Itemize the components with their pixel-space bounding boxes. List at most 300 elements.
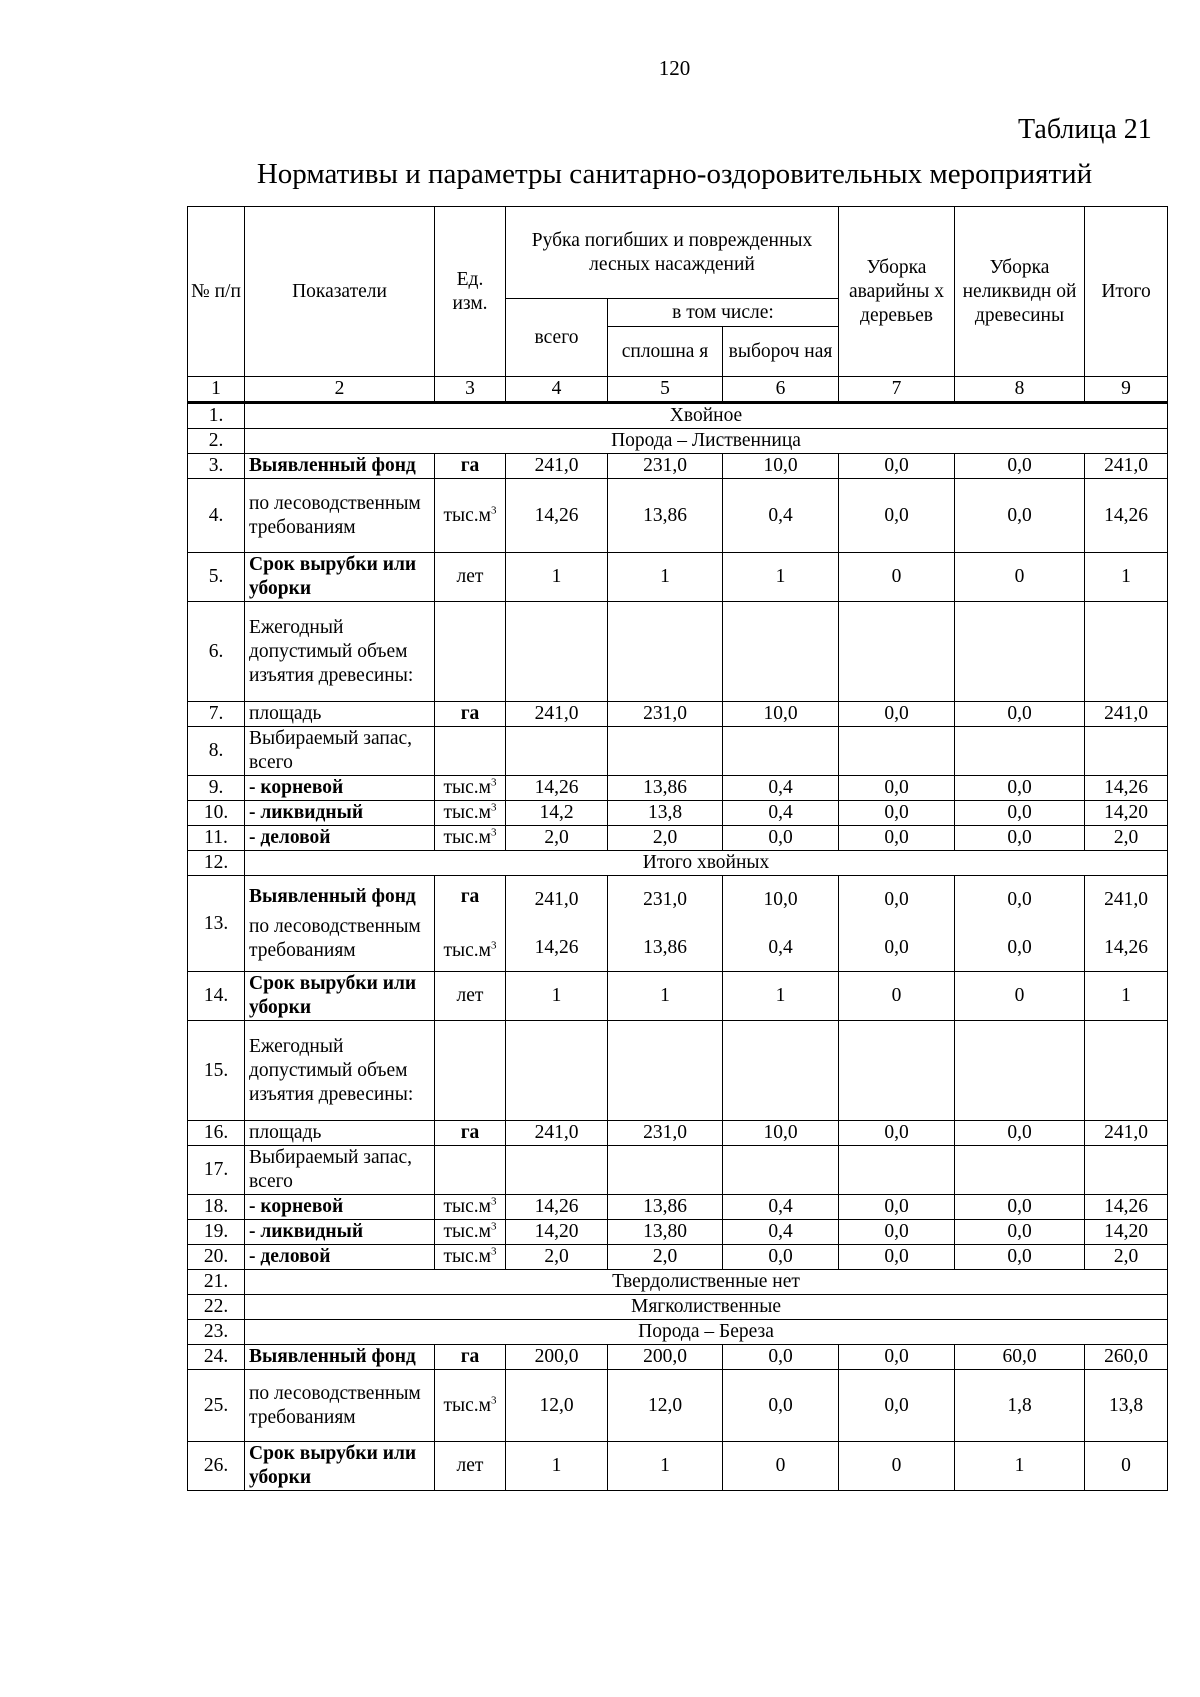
indicator-text: - ликвидный [249,1221,364,1242]
unit-cell [435,1021,506,1121]
value-cell [608,727,723,776]
column-index-cell: 1 [188,377,245,403]
document-title: Нормативы и параметры санитарно-оздоровительных мероприятий [256,158,1093,190]
table-row [188,1220,1168,1245]
value-text: 14,26 [1104,1196,1148,1217]
value-text: 1 [660,1455,670,1476]
value-cell [955,972,1085,1021]
unit-cell [435,776,506,801]
unit-text [438,826,502,850]
indicator-label [245,1021,435,1121]
value-text: 2,0 [544,1246,569,1267]
value-cell [955,1345,1085,1370]
indicator-label [245,972,435,1021]
value-cell [839,1121,955,1146]
unit-value: лет [456,566,484,587]
value-cell [1085,1442,1168,1491]
unit-text [438,1245,502,1269]
unit-text [438,776,502,800]
value-text: 1 [551,1455,562,1476]
value-text: 0,0 [884,1221,909,1242]
unit-cell [435,972,506,1021]
indicator-label [245,553,435,602]
unit-value: га [460,1346,480,1367]
value-text: 2,0 [652,1246,678,1267]
indicator-label [245,1195,435,1220]
value-text: 14,26 [534,504,579,526]
value-cell [839,553,955,602]
unit-cell [435,876,506,972]
value-cell [723,1021,839,1121]
table-row [188,727,1168,776]
value-text: 13,80 [643,1221,687,1242]
value-text: 0,0 [884,703,909,724]
header-felling: Рубка погибших и поврежденных лесных насаждений [506,207,839,299]
value-text: 241,0 [534,455,579,476]
value-cell [608,826,723,851]
unit-value: га [460,1122,480,1143]
table-row [188,602,1168,702]
indicator-text: Выявленный фонд [249,455,416,476]
indicator-label [245,702,435,727]
value-text: 2,0 [544,827,569,848]
table-row [188,1345,1168,1370]
column-index-cell: 4 [506,377,608,403]
unit-exponent: 3 [491,504,497,516]
value-cell [839,1195,955,1220]
value-text: 1 [1121,566,1131,587]
unit-value: тыс.м [443,802,491,823]
value-text: 1 [551,985,562,1006]
table-row [188,1021,1168,1121]
row-number: 12. [188,851,245,876]
value-cell [506,1146,608,1195]
value-text: 14,2 [539,802,574,823]
row-number: 8. [188,727,245,776]
value-cell [955,1442,1085,1491]
indicator-text: по лесоводственным требованиям [249,1382,421,1428]
section-heading: Хвойное [245,403,1168,429]
indicator-text: Ежегодный допустимый объем изъятия древесины: [249,1035,414,1105]
value-cell [1085,1121,1168,1146]
value-text: 2,0 [652,827,678,848]
row-number: 20. [188,1245,245,1270]
unit-exponent: 3 [491,801,497,814]
unit-text [438,984,502,1008]
unit-exponent: 3 [491,1245,497,1258]
row-number: 9. [188,776,245,801]
value-cell [839,1345,955,1370]
unit-value: га [460,455,480,476]
value-cell [506,972,608,1021]
column-index-cell: 7 [839,377,955,403]
unit-cell [435,826,506,851]
row-number: 11. [188,826,245,851]
unit-value: тыс.м [443,1246,491,1267]
value-cell [1085,1146,1168,1195]
indicator-label [245,1245,435,1270]
value-cell [955,1121,1085,1146]
unit-value: тыс.м [443,827,491,848]
section-heading: Порода – Лиственница [245,429,1168,454]
value-cell [506,602,608,702]
value-cell [723,602,839,702]
header-total: Итого [1085,207,1168,377]
value-cell [608,801,723,826]
value-cell [608,1021,723,1121]
value-cell [608,602,723,702]
value-text: 0,0 [884,802,909,823]
unit-cell [435,801,506,826]
indicator-label [245,727,435,776]
value-text: 1 [660,985,670,1006]
value-text: 0,0 [884,936,909,958]
value-cell [723,1442,839,1491]
header-total-all: всего [506,299,608,377]
table-row [188,851,1168,876]
value-cell [1085,602,1168,702]
value-text: 13,86 [643,504,687,526]
value-cell [839,479,955,553]
value-cell [955,776,1085,801]
value-text: 13,86 [643,777,687,798]
value-cell [955,727,1085,776]
value-text: 14,26 [1104,777,1148,798]
value-cell [955,1245,1085,1270]
unit-cell [435,1245,506,1270]
value-text: 0,0 [884,777,909,798]
table-body [188,403,1168,1491]
value-text: 14,26 [1104,936,1148,958]
indicator-label [245,801,435,826]
indicator-text: по лесоводственным требованиям [249,915,421,961]
value-cell [839,1442,955,1491]
value-cell [608,702,723,727]
value-text: 0 [891,985,902,1006]
table-row [188,972,1168,1021]
indicator-label [245,1442,435,1491]
value-cell [1085,776,1168,801]
row-number: 4. [188,479,245,553]
value-cell [608,1245,723,1270]
value-cell [1085,702,1168,727]
value-text: 0 [1121,1455,1131,1476]
value-cell [608,972,723,1021]
value-cell [723,479,839,553]
value-text: 1 [775,985,786,1006]
value-text: 14,26 [534,777,579,798]
unit-cell [435,553,506,602]
row-number: 5. [188,553,245,602]
unit-cell [435,454,506,479]
value-cell [723,876,839,972]
row-number: 17. [188,1146,245,1195]
value-text: 260,0 [1104,1346,1148,1367]
value-text: 0,0 [884,1346,909,1367]
row-number: 1. [188,403,245,429]
value-cell [608,1345,723,1370]
unit-cell [435,1146,506,1195]
unit-text [438,1394,502,1418]
value-cell [839,876,955,972]
unit-text [438,1121,502,1145]
value-text: 13,86 [643,936,687,958]
value-text: 241,0 [534,1122,579,1143]
value-text: 0,4 [768,504,793,526]
value-text: 200,0 [643,1346,687,1367]
value-cell [1085,727,1168,776]
value-text: 241,0 [1104,455,1148,476]
value-cell [955,602,1085,702]
header-unit: Ед. изм. [435,207,506,377]
value-cell [506,1345,608,1370]
value-cell [1085,553,1168,602]
unit-cell [435,602,506,702]
header-selective: выбороч ная [723,327,839,377]
value-cell [839,727,955,776]
value-text: 0,0 [884,455,909,476]
value-text: 0 [1014,566,1025,587]
section-heading: Порода – Береза [245,1320,1168,1345]
table-row [188,479,1168,553]
value-text: 0,0 [1007,1221,1032,1242]
value-cell [723,801,839,826]
value-cell [608,1220,723,1245]
value-text: 1 [1014,1455,1025,1476]
indicator-text: Срок вырубки или уборки [249,973,417,1018]
value-cell [839,1220,955,1245]
value-cell [506,826,608,851]
value-cell [506,876,608,972]
value-cell [1085,454,1168,479]
value-cell [1085,1220,1168,1245]
value-cell [839,801,955,826]
unit-value: тыс.м [443,777,491,798]
value-text: 2,0 [1113,827,1139,848]
indicator-text: Срок вырубки или уборки [249,554,417,599]
value-text: 1,8 [1007,1394,1032,1416]
value-cell [955,479,1085,553]
unit-cell [435,727,506,776]
value-cell [506,1370,608,1442]
value-text: 0,4 [768,1196,793,1217]
value-cell [839,602,955,702]
column-index-cell: 5 [608,377,723,403]
table-row [188,801,1168,826]
value-text: 0,4 [768,802,793,823]
unit-text [438,1454,502,1478]
value-text: 0,4 [768,777,793,798]
value-cell [608,1121,723,1146]
indicator-label [245,602,435,702]
header-clear: сплошна я [608,327,723,377]
value-cell [955,1146,1085,1195]
column-index-cell: 3 [435,377,506,403]
value-cell [955,876,1085,972]
indicator-label [245,876,435,972]
unit-text [438,1195,502,1219]
value-cell [1085,1195,1168,1220]
table-row [188,776,1168,801]
value-text: 14,26 [534,936,579,958]
value-cell [506,479,608,553]
value-cell [723,1370,839,1442]
value-cell [608,1370,723,1442]
value-text: 0,0 [1007,455,1032,476]
page-number: 120 [658,56,691,80]
value-cell [506,1121,608,1146]
value-cell [723,1345,839,1370]
value-cell [1085,1370,1168,1442]
unit-exponent: 3 [491,826,497,839]
table-row [188,1295,1168,1320]
value-cell [1085,479,1168,553]
value-text: 13,86 [643,1196,687,1217]
value-cell [955,553,1085,602]
value-text: 241,0 [1104,888,1148,910]
row-number: 18. [188,1195,245,1220]
unit-exponent: 3 [491,1220,497,1233]
table-row [188,1442,1168,1491]
value-text: 13,8 [647,802,683,823]
table-row [188,429,1168,454]
indicator-text: Выбираемый запас, всего [249,728,412,773]
value-text: 1 [660,566,670,587]
value-cell [506,454,608,479]
row-number: 10. [188,801,245,826]
row-number: 3. [188,454,245,479]
value-text: 14,20 [1104,802,1148,823]
value-cell [1085,972,1168,1021]
value-text: 14,26 [1104,504,1148,526]
table-row [188,1320,1168,1345]
table-row [188,876,1168,972]
value-text: 0,0 [768,1246,793,1267]
unit-value: га [460,885,480,907]
indicator-label [245,479,435,553]
value-cell [839,1370,955,1442]
value-text: 231,0 [643,888,687,910]
column-index-cell: 8 [955,377,1085,403]
indicator-label [245,1370,435,1442]
row-number: 21. [188,1270,245,1295]
value-text: 241,0 [534,888,579,910]
value-text: 60,0 [1002,1346,1037,1367]
indicator-text: Выбираемый запас, всего [249,1147,412,1192]
value-text: 0,0 [1007,1122,1032,1143]
value-cell [839,776,955,801]
indicator-text: Срок вырубки или уборки [249,1443,417,1488]
value-cell [608,479,723,553]
value-text: 0,0 [1007,802,1032,823]
value-cell [723,826,839,851]
value-cell [1085,876,1168,972]
value-text: 14,26 [534,1196,579,1217]
row-number: 15. [188,1021,245,1121]
unit-exponent: 3 [491,1195,497,1208]
value-text: 13,8 [1108,1394,1144,1416]
value-cell [506,1220,608,1245]
value-cell [955,1220,1085,1245]
column-index-cell: 2 [245,377,435,403]
unit-cell [435,1442,506,1491]
value-text: 200,0 [534,1346,579,1367]
table-row [188,1245,1168,1270]
value-cell [955,1195,1085,1220]
value-cell [608,776,723,801]
value-text: 231,0 [643,703,687,724]
indicator-text: - корневой [249,777,344,798]
indicator-text: Выявленный фонд [249,1346,416,1367]
value-cell [506,553,608,602]
value-text: 0 [1014,985,1025,1006]
value-text: 14,20 [534,1221,579,1242]
value-text: 0,0 [1007,504,1032,526]
unit-value: тыс.м [443,939,491,961]
value-cell [723,454,839,479]
table-row [188,826,1168,851]
column-index-row [188,377,1168,403]
unit-text [438,885,502,909]
indicator-label [245,1146,435,1195]
value-text: 0,0 [1007,777,1032,798]
value-cell [608,1442,723,1491]
value-cell [608,1195,723,1220]
value-cell [839,1021,955,1121]
unit-value: тыс.м [443,504,491,526]
unit-cell [435,479,506,553]
value-cell [839,1245,955,1270]
indicator-text: - ликвидный [249,802,364,823]
value-cell [839,1146,955,1195]
value-cell [723,1146,839,1195]
unit-value: лет [456,1455,484,1476]
value-text: 0,0 [884,1246,909,1267]
indicator-label [245,1121,435,1146]
unit-text [438,702,502,726]
indicator-text: Выявленный фонд [249,885,416,907]
value-text: 1 [1121,985,1131,1006]
table-row [188,1270,1168,1295]
value-text: 0,0 [884,827,909,848]
row-number: 23. [188,1320,245,1345]
row-number: 16. [188,1121,245,1146]
row-number: 26. [188,1442,245,1491]
unit-cell [435,1195,506,1220]
value-cell [839,972,955,1021]
unit-exponent: 3 [491,939,497,951]
value-text: 0,0 [1007,888,1032,910]
unit-exponent: 3 [491,1394,497,1406]
value-text: 231,0 [643,1122,687,1143]
value-text: 0,0 [884,1196,909,1217]
value-text: 231,0 [643,455,687,476]
unit-text [438,504,502,528]
table-label: Таблица 21 [1018,114,1152,145]
value-text: 0 [775,1455,786,1476]
indicator-text: площадь [249,1122,322,1143]
unit-cell [435,702,506,727]
value-text: 10,0 [763,888,798,910]
header-including: в том числе: [608,299,839,327]
value-cell [506,702,608,727]
value-cell [1085,1021,1168,1121]
unit-text [438,1220,502,1244]
value-cell [723,1245,839,1270]
table-row [188,1195,1168,1220]
value-text: 0,0 [884,1122,909,1143]
value-cell [723,727,839,776]
